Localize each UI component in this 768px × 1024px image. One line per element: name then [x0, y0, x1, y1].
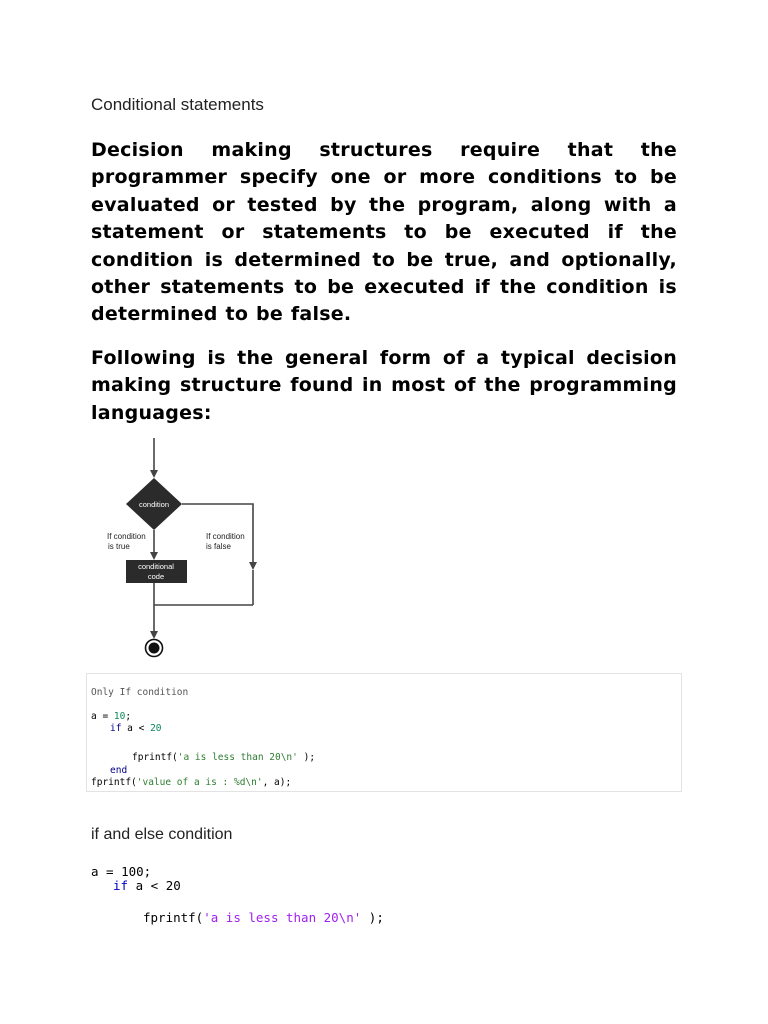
exit-arrow-head [150, 631, 158, 639]
true-label-line2: is true [108, 542, 130, 551]
section-heading: Conditional statements [91, 95, 264, 114]
false-label-line1: If condition [206, 532, 245, 541]
entry-arrow-head [150, 470, 158, 478]
paragraph-decision-making: Decision making structures require that the programmer specify one or more conditions to be evaluated or tested by the program, along with a statement or statements to be executed if the condition is determined to be true, and optionally, other statements to be executed if the condition is determined to be false. [91, 139, 677, 326]
false-label-line2: is false [206, 542, 231, 551]
paragraph-general-form: Following is the general form of a typical decision making structure found in most of the programming languages: [91, 347, 677, 424]
code-line-assign: a = 10; [91, 711, 132, 722]
code-line-fprintf1: fprintf('a is less than 20\n' ); [132, 752, 316, 763]
true-label-line1: If condition [107, 532, 146, 541]
conditional-code-label-2: code [147, 572, 165, 581]
code2-line-if: if a < 20 [113, 878, 181, 893]
section-heading-if-else: if and else condition [91, 826, 233, 843]
end-circle-inner [149, 643, 160, 654]
code2-line-assign: a = 100; [91, 864, 152, 879]
decision-flowchart [98, 438, 268, 662]
code-title: Only If condition [91, 687, 189, 698]
code-line-end: end [110, 765, 128, 776]
false-branch-arrow-head [249, 562, 257, 570]
code-sample-only-if [86, 673, 682, 792]
code-line-if: if a < 20 [110, 723, 162, 734]
conditional-code-label-1: conditional [138, 562, 174, 571]
true-branch-arrow-head [150, 552, 158, 560]
code2-line-fprintf: fprintf('a is less than 20\n' ); [143, 910, 384, 925]
condition-label: condition [138, 500, 170, 509]
code-line-fprintf2: fprintf('value of a is : %d\n', a); [91, 777, 292, 788]
